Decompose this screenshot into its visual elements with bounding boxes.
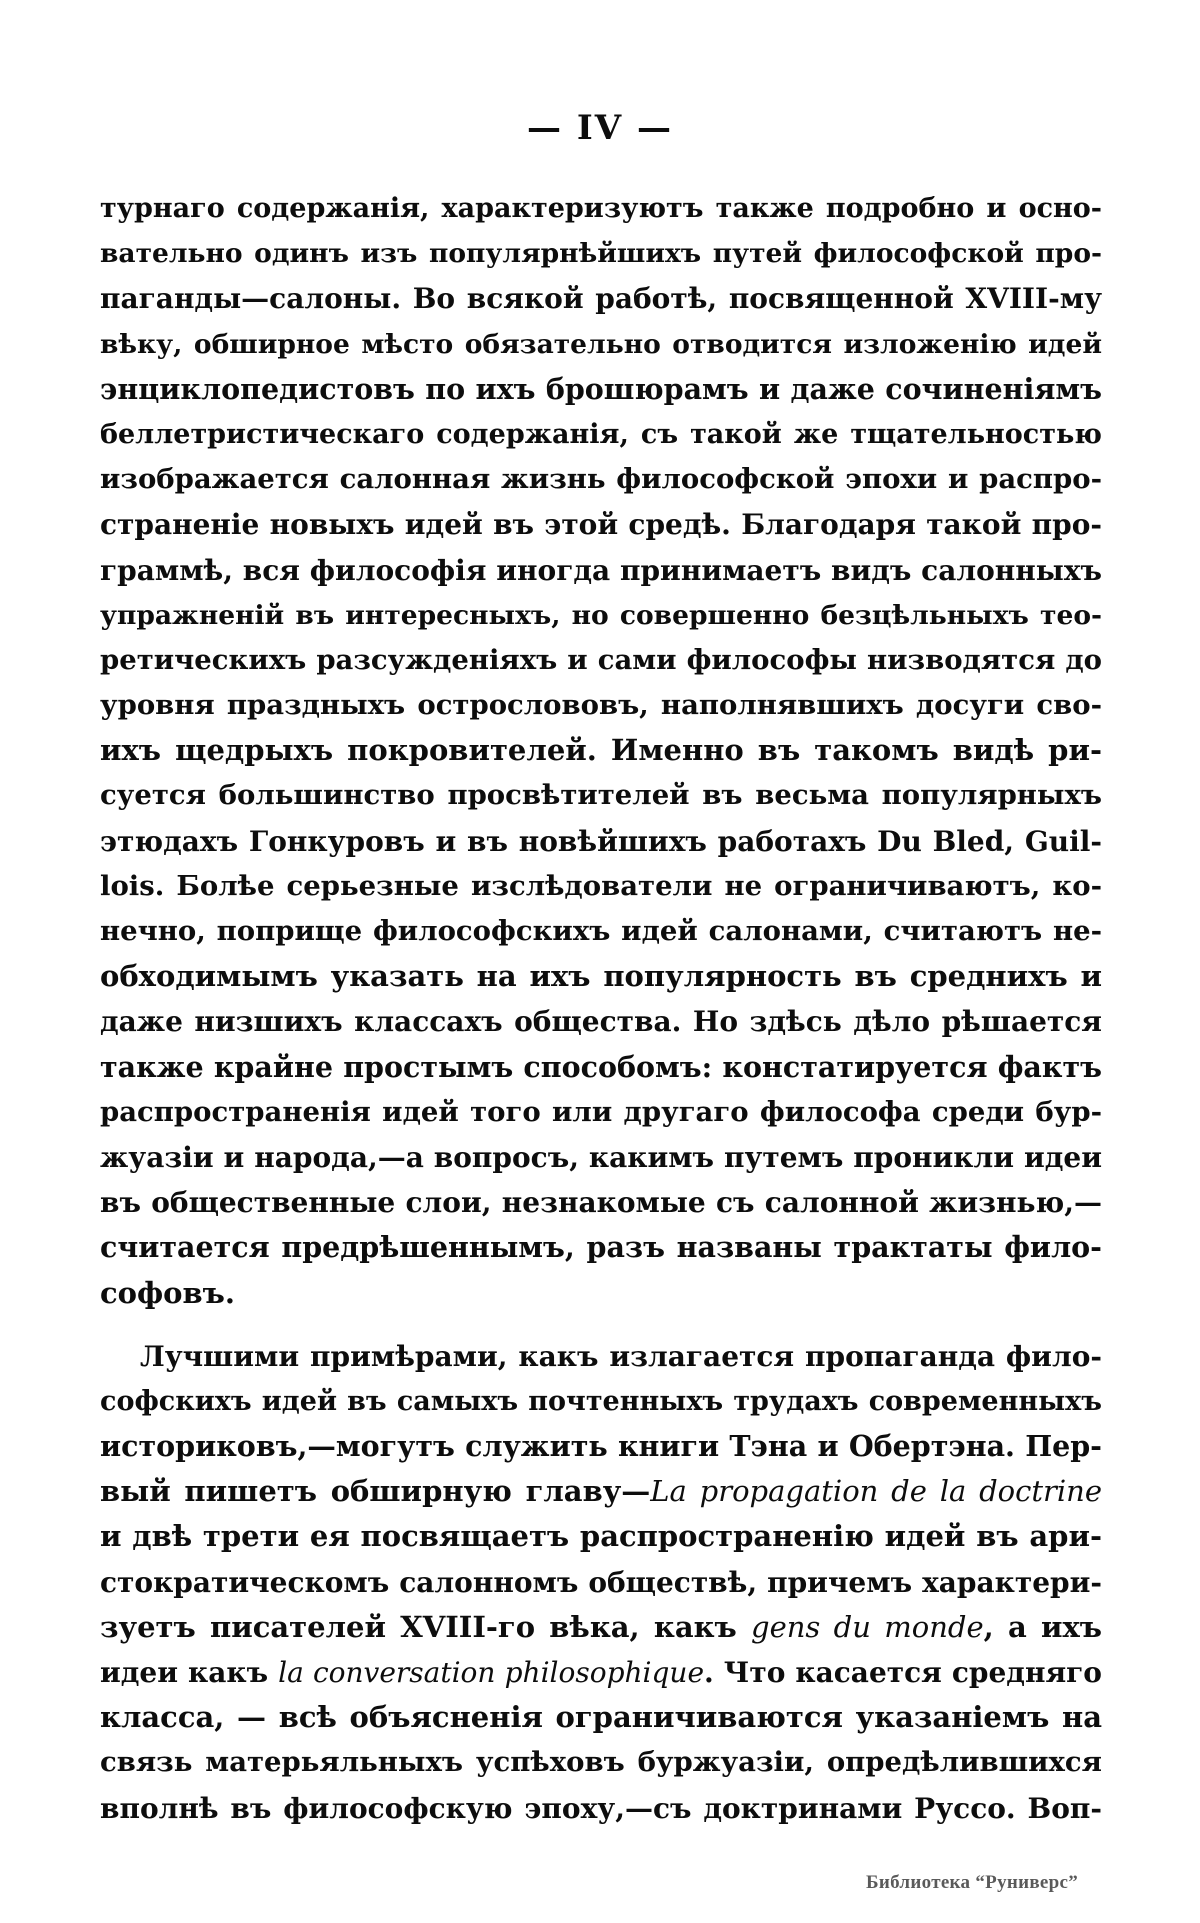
page-number: — IV —	[527, 108, 673, 148]
text-line: софскихъ идей въ самыхъ почтенныхъ трудахъ современныхъ	[100, 1385, 1102, 1417]
text-line: lois. Болѣе серьезные изслѣдователи не ограничиваютъ, ко-	[100, 869, 1102, 902]
paragraph-1	[100, 186, 1102, 1316]
text-line: и двѣ трети ея посвящаетъ распространенію идей въ ари-	[100, 1519, 1102, 1554]
text-line: въ общественные слои, незнакомые съ салонной жизнью,—	[100, 1186, 1102, 1220]
library-watermark: Библиотека “Руниверс”	[866, 1872, 1079, 1893]
text-segment: зуетъ писателей XVIII-го вѣка, какъ	[100, 1609, 752, 1644]
italic-phrase: gens du monde	[751, 1609, 984, 1644]
text-line: этюдахъ Гонкуровъ и въ новѣйшихъ работахъ Du Bled, Guil-	[100, 824, 1102, 858]
text-line: энциклопедистовъ по ихъ брошюрамъ и даже сочиненіямъ	[100, 371, 1102, 406]
text-segment: , а ихъ	[983, 1609, 1103, 1644]
text-line	[100, 1469, 1102, 1514]
text-line: упражненій въ интересныхъ, но совершенно безцѣльныхъ тео-	[100, 599, 1102, 631]
paragraph-gap	[100, 1316, 1102, 1334]
text-line: паганды—салоны. Во всякой работѣ, посвященной XVIII-му	[100, 282, 1102, 316]
text-line	[100, 1650, 1102, 1695]
text-line: жуазіи и народа,—а вопросъ, какимъ путемъ проникли идеи	[100, 1140, 1102, 1174]
text-segment: . Что касается средняго	[704, 1656, 1102, 1689]
text-line: стократическомъ салонномъ обществѣ, причемъ характери-	[100, 1565, 1102, 1599]
text-line	[100, 1605, 1102, 1650]
text-line: даже низшихъ классахъ общества. Но здѣсь дѣло рѣшается	[100, 1005, 1102, 1039]
text-line: вательно одинъ изъ популярнѣйшихъ путей философской про-	[100, 238, 1102, 270]
text-line: граммѣ, вся философія иногда принимаетъ видъ салонныхъ	[100, 553, 1102, 587]
text-line: считается предрѣшеннымъ, разъ названы трактаты фило-	[100, 1230, 1102, 1265]
text-line: вполнѣ въ философскую эпоху,—съ доктринами Руссо. Воп-	[100, 1791, 1102, 1825]
text-segment: вый пишетъ обширную главу—	[100, 1474, 651, 1509]
text-line: класса, — всѣ объясненія ограничиваются указаніемъ на	[100, 1700, 1102, 1735]
text-line: вѣку, обширное мѣсто обязательно отводится изложенію идей	[100, 328, 1102, 360]
text-line: распространенія идей того или другаго философа среди бур-	[100, 1095, 1102, 1128]
italic-phrase: la conversation philosophique	[278, 1656, 705, 1689]
text-line: софовъ.	[100, 1275, 235, 1310]
text-line: ихъ щедрыхъ покровителей. Именно въ такомъ видѣ ри-	[100, 733, 1102, 768]
text-line: уровня праздныхъ острослововъ, наполнявшихъ досуги сво-	[100, 689, 1102, 722]
text-line: ретическихъ разсужденіяхъ и сами философы низводятся до	[100, 643, 1102, 676]
text-line: суется большинство просвѣтителей въ весьма популярныхъ	[100, 779, 1102, 812]
text-line: историковъ,—могутъ служить книги Тэна и Обертэна. Пер-	[100, 1429, 1102, 1464]
text-line: изображается салонная жизнь философской эпохи и распро-	[100, 463, 1102, 496]
text-line: беллетристическаго содержанія, съ такой же тщательностью	[100, 418, 1102, 450]
italic-title: La propagation de la doctrine	[650, 1474, 1102, 1509]
text-line: обходимымъ указать на ихъ популярность въ среднихъ и	[100, 959, 1102, 994]
text-line: нечно, поприще философскихъ идей салонами, считаютъ не-	[100, 915, 1102, 947]
page-body	[100, 186, 1102, 1831]
text-line: страненіе новыхъ идей въ этой средѣ. Благодаря такой про-	[100, 508, 1102, 542]
text-line: Лучшими примѣрами, какъ излагается пропаганда фило-	[140, 1339, 1102, 1373]
paragraph-2	[100, 1334, 1102, 1831]
text-segment: идеи какъ	[100, 1656, 279, 1689]
text-line: турнаго содержанія, характеризуютъ также подробно и осно-	[100, 193, 1102, 224]
text-line: также крайне простымъ способомъ: констатируется фактъ	[100, 1049, 1102, 1084]
text-line: связь матерьяльныхъ успѣховъ буржуазіи, опредѣлившихся	[100, 1746, 1102, 1779]
